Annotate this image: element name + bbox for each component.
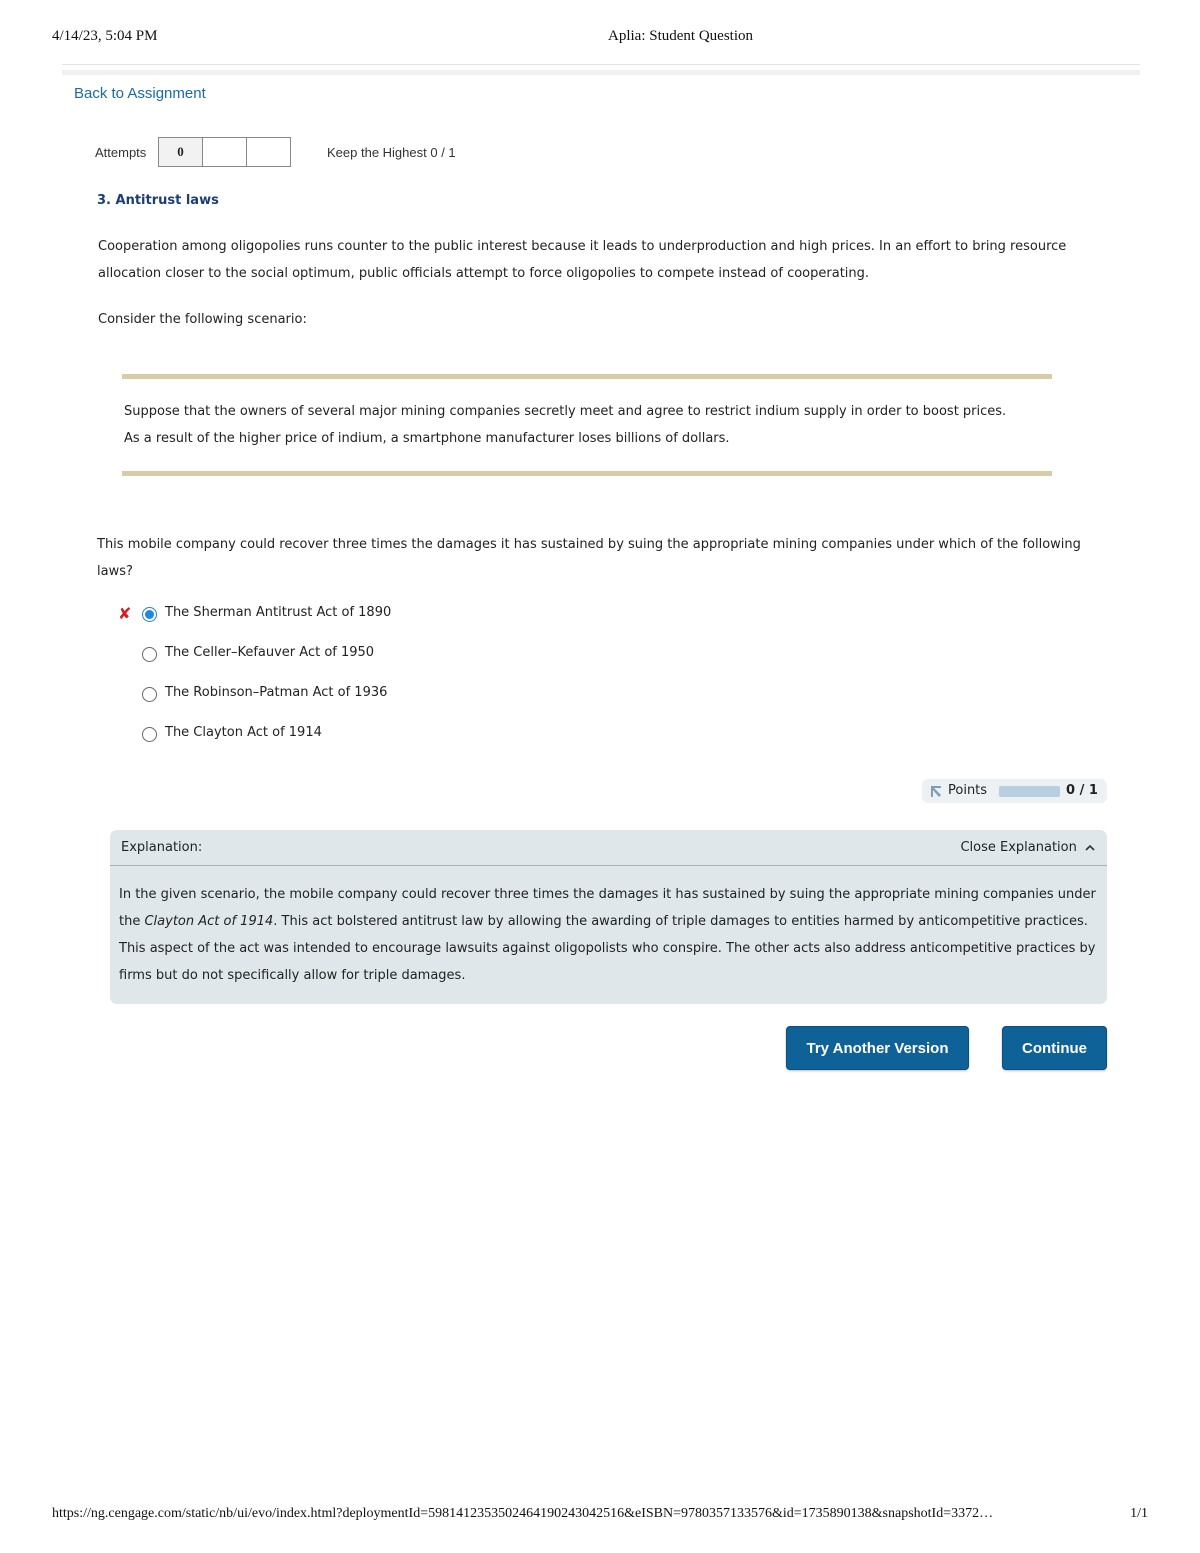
print-url: https://ng.cengage.com/static/nb/ui/evo/index.html?deploymentId=5981412353502464190243042516&eISBN=9780357133576&id=1735890138&snapshotId=3372… bbox=[52, 1506, 994, 1521]
explanation-text bbox=[119, 881, 1099, 989]
points-indicator bbox=[922, 779, 1107, 803]
print-date: 4/14/23, 5:04 PM bbox=[52, 28, 158, 44]
print-header bbox=[52, 28, 1148, 50]
attempt-box-1: 0 bbox=[159, 138, 203, 166]
continue-button[interactable]: Continue bbox=[1002, 1026, 1107, 1070]
question-title: 3. Antitrust laws bbox=[97, 193, 219, 208]
scenario-box bbox=[124, 398, 1049, 452]
radio-button[interactable] bbox=[142, 727, 157, 742]
explanation-text-italic: Clayton Act of 1914 bbox=[144, 914, 274, 929]
print-title: Aplia: Student Question bbox=[608, 28, 753, 44]
radio-button[interactable] bbox=[142, 687, 157, 702]
top-divider-band bbox=[62, 70, 1140, 75]
points-progress-bar bbox=[999, 786, 1060, 797]
top-divider bbox=[62, 64, 1140, 65]
chevron-up-icon bbox=[1085, 843, 1095, 853]
incorrect-x-icon: ✘ bbox=[118, 604, 132, 623]
flag-icon bbox=[930, 785, 942, 797]
points-score: 0 / 1 bbox=[1066, 783, 1098, 798]
scenario-line-2: As a result of the higher price of indium, a smartphone manufacturer loses billions of dollars. bbox=[124, 431, 730, 446]
close-explanation-button[interactable] bbox=[960, 840, 1095, 855]
close-explanation-label: Close Explanation bbox=[960, 840, 1077, 855]
question-intro: Cooperation among oligopolies runs counter to the public interest because it leads to underproduction and high prices. In an effort to bring resource allocation closer to the social optimum, public officials attempt to force oligopolies to compete instead of cooperating. bbox=[98, 239, 1067, 281]
explanation-panel bbox=[110, 830, 1107, 1004]
option-label: The Robinson–Patman Act of 1936 bbox=[165, 685, 388, 700]
explanation-text-part1: In the given scenario, the mobile company could recover three times the damages it has sustained by suing the appropriate mining companies under the bbox=[119, 887, 1096, 929]
scenario-bottom-rule bbox=[122, 471, 1052, 476]
scenario-line-1: Suppose that the owners of several major mining companies secretly meet and agree to restrict indium supply in order to boost prices. bbox=[124, 404, 1007, 419]
try-another-version-button[interactable]: Try Another Version bbox=[786, 1026, 969, 1070]
radio-button-selected[interactable] bbox=[142, 607, 157, 622]
points-label: Points bbox=[948, 783, 988, 798]
explanation-text-part2: . This act bolstered antitrust law by allowing the awarding of triple damages to entities harmed by anticompetitive practices. This aspect of the act was intended to encourage lawsuits against oligopolists who conspire. The other acts also address anticompetitive practices by firms but do not specifically allow for triple damages. bbox=[119, 914, 1096, 983]
option-label: The Clayton Act of 1914 bbox=[165, 725, 322, 740]
attempt-box-3 bbox=[247, 138, 290, 166]
explanation-header bbox=[110, 830, 1107, 866]
question-consider: Consider the following scenario: bbox=[98, 312, 307, 327]
scenario-top-rule bbox=[122, 374, 1052, 379]
question-prompt: This mobile company could recover three times the damages it has sustained by suing the appropriate mining companies under which of the following laws? bbox=[97, 537, 1081, 579]
print-page-number: 1/1 bbox=[1130, 1506, 1148, 1521]
option-label: The Sherman Antitrust Act of 1890 bbox=[165, 605, 392, 620]
attempt-boxes bbox=[158, 137, 291, 167]
keep-highest-label: Keep the Highest 0 / 1 bbox=[327, 145, 456, 160]
attempt-box-2 bbox=[203, 138, 247, 166]
attempts-label: Attempts bbox=[95, 145, 147, 160]
explanation-title: Explanation: bbox=[121, 840, 203, 855]
option-label: The Celler–Kefauver Act of 1950 bbox=[165, 645, 375, 660]
back-to-assignment-link[interactable]: Back to Assignment bbox=[74, 85, 206, 102]
radio-button[interactable] bbox=[142, 647, 157, 662]
